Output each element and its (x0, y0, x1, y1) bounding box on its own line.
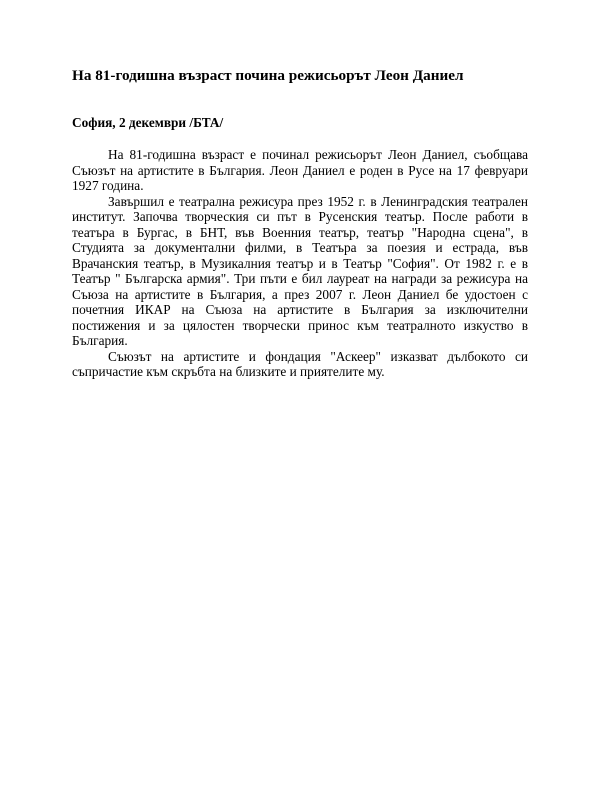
article-body (72, 147, 528, 380)
article-paragraph: На 81-годишна възраст е починал режисьорът Леон Даниел, съобщава Съюзът на артистите в България. Леон Даниел е роден в Русе на 17 февруари 1927 година. (72, 147, 528, 193)
article-dateline: София, 2 декември /БТА/ (72, 115, 224, 130)
article-paragraph: Съюзът на артистите и фондация "Аскеер" изказват дълбокото си съпричастие към скръбта на близките и приятелите му. (72, 348, 528, 379)
article-title: На 81-годишна възраст почина режисьорът Леон Даниел (72, 67, 464, 84)
article-paragraph: Завършил е театрална режисура през 1952 г. в Ленинградския театрален институт. Започва творческия си път в Русенския театър. После работи в театъра в Бургас, в БНТ, във Военния театър, театър "Народна сцена", в Студията за документални филми, в Театъра за поезия и естрада, във Врачанския театър, в Музикалния театър и в Театър "София". От 1982 г. е в Театър " Българска армия". Три пъти е бил лауреат на награди за режисура на Съюза на артистите в България, а през 2007 г. Леон Даниел бе удостоен с почетния ИКАР на Съюза на артистите в България за изключителни постижения и за цялостен творчески принос към театралното изкуство в България. (72, 193, 528, 348)
